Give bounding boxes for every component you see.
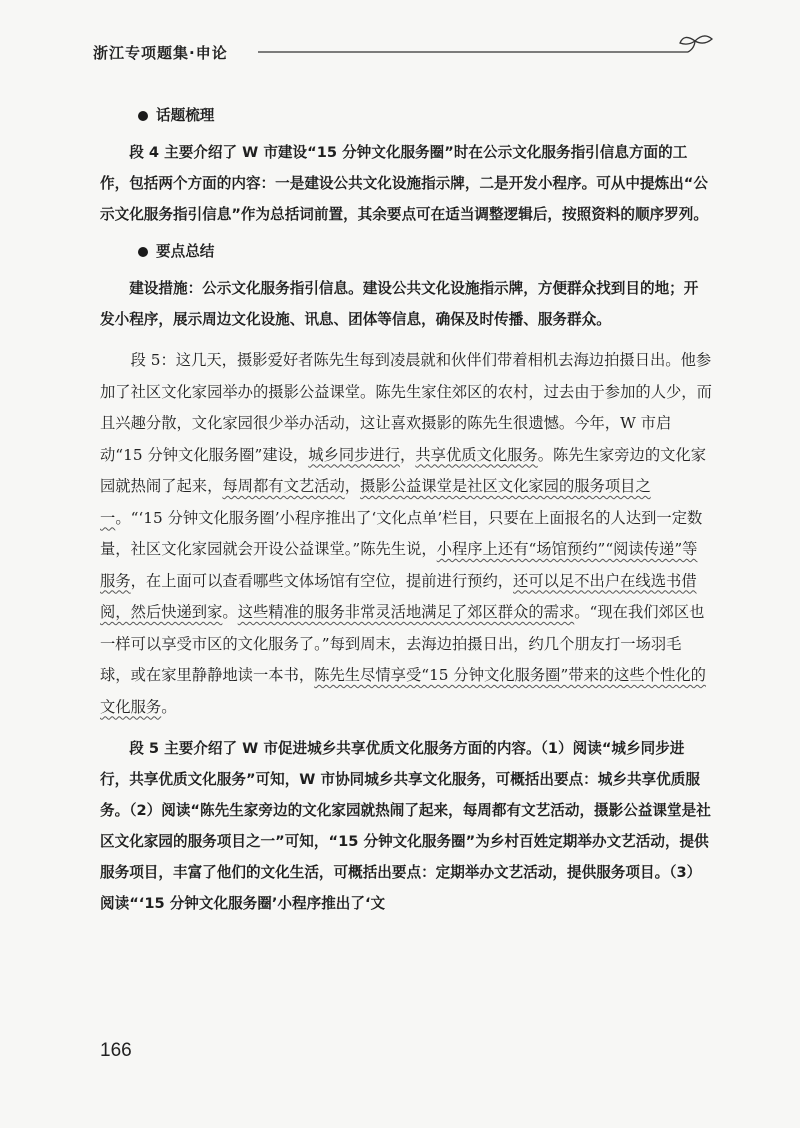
underlined-phrase: 这些精准的服务非常灵活地满足了郊区群众的需求 [237, 603, 575, 621]
material-text: 段 5：这几天，摄影爱好者陈先生每到凌晨就和伙伴们带着相机去海边拍摄日出。他参加了社区文化家园举办的摄影公益课堂。陈先生家住郊区的农村，过去由于参加的人少，而且兴趣分散，文化家园很少举办活动，这让喜欢摄影的陈先生很遗憾。今年，W 市启动“15 分钟文化服务圈”建设， [100, 351, 712, 464]
summary-paragraph: 建设措施：公示文化服务指引信息。建设公共文化设施指示牌，方便群众找到目的地；开发小程序，展示周边文化设施、讯息、团体等信息，确保及时传播、服务群众。 [100, 280, 699, 328]
material-text: ， [400, 445, 416, 464]
underlined-phrase: 摄影公益课堂是社区文化家园的服务项目之一 [100, 477, 651, 527]
sprout-icon [680, 36, 712, 52]
analysis-paragraph: 段 5 主要介绍了 W 市促进城乡共享优质文化服务方面的内容。（1）阅读“城乡同步进行，共享优质文化服务”可知，W 市协同城乡共享文化服务，可概括出要点：城乡共享优质服务。（2）阅读“陈先生家旁边的文化家园就热闹了起来，每周都有文艺活动，摄影公益课堂是社区文化家园的服务项目之一”可知，“15 分钟文化服务圈”为乡村百姓定期举办文艺活动，提供服务项目，丰富了他们的文化生活，可概括出要点：定期举办文艺活动，提供服务项目。（3）阅读“‘15 分钟文化服务圈’小程序推出了‘文 [100, 740, 711, 912]
page-number: 166 [100, 1040, 132, 1061]
section-heading-summary [138, 236, 712, 267]
material-paragraph [100, 345, 712, 723]
header-sprout-rule [258, 30, 718, 70]
underlined-phrase: 还可以足不出户在线选书借阅，然后快递到家 [100, 571, 697, 621]
material-text: ，在上面可以查看哪些文体场馆有空位，提前进行预约， [130, 571, 514, 590]
material-text: 。“现在我们郊区也一样可以享受市区的文化服务了。”每到周末，去海边拍摄日出，约几个朋友打一场羽毛球，或在家里静静地读一本书， [100, 603, 705, 684]
material-text: 。 [222, 603, 238, 621]
header-title: 浙江专项题集·申论 [93, 44, 228, 62]
topic-paragraph: 段 4 主要介绍了 W 市建设“15 分钟文化服务圈”时在公示文化服务指引信息方面的工作，包括两个方面的内容：一是建设公共文化设施指示牌，二是开发小程序。可从中提炼出“公示文化服务指引信息”作为总括词前置，其余要点可在适当调整逻辑后，按照资料的顺序罗列。 [100, 144, 708, 223]
material-text: 。“‘15 分钟文化服务圈’小程序推出了‘文化点单’栏目，只要在上面报名的人达到一定数量，社区文化家园就会开设公益课堂。”陈先生说， [100, 508, 703, 558]
material-text: 。陈先生家旁边的文化家园就热闹了起来， [100, 445, 707, 495]
material-text: 。 [161, 697, 177, 716]
page-content [100, 100, 712, 919]
underlined-phrase: 每周都有文艺活动 [222, 477, 345, 495]
section-heading-topic [138, 100, 712, 131]
topic-heading-text: 话题梳理 [156, 107, 215, 124]
underlined-phrase: 城乡同步进行 [308, 445, 401, 464]
material-text: ， [344, 477, 361, 495]
bullet-icon [138, 247, 148, 257]
bullet-icon [138, 111, 148, 121]
summary-heading-text: 要点总结 [156, 243, 215, 260]
underlined-phrase: 陈先生尽情享受“15 分钟文化服务圈”带来的这些个性化的文化服务 [100, 666, 706, 716]
running-header [0, 30, 800, 70]
underlined-phrase: 小程序上还有“场馆预约”“阅读传递”等服务 [100, 540, 698, 590]
underlined-phrase: 共享优质文化服务 [415, 445, 538, 464]
